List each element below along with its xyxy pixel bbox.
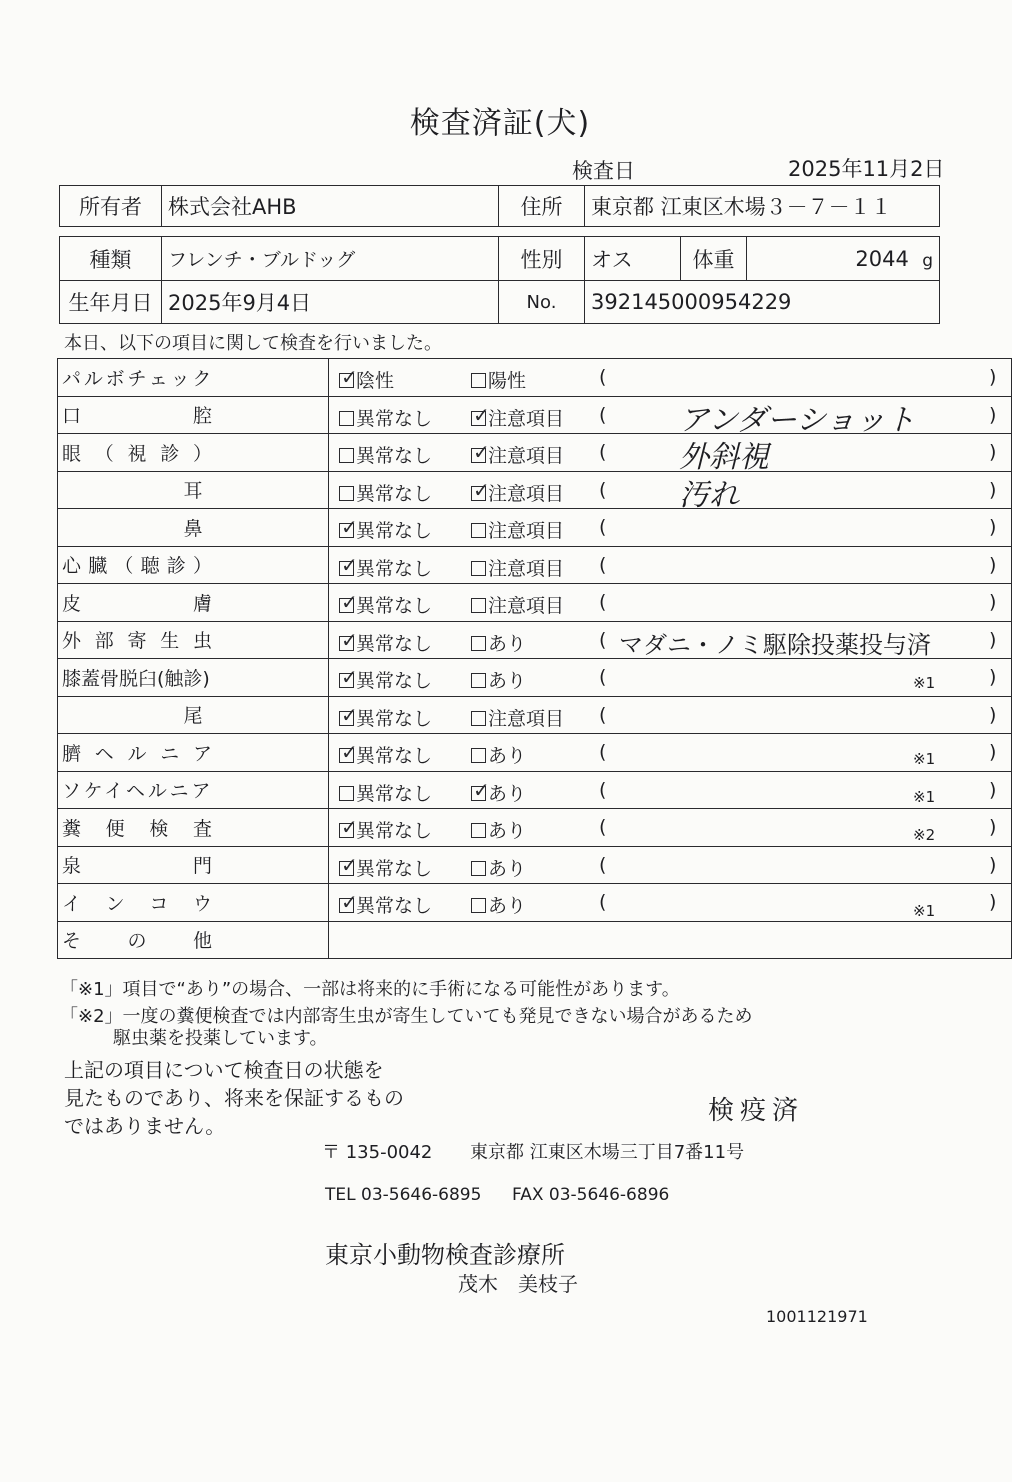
checkbox-option-label: 注意項目: [488, 520, 565, 543]
checkbox-option-label: 注意項目: [488, 407, 565, 430]
open-paren: (: [599, 891, 607, 914]
checkbox-option-label: 注意項目: [488, 445, 565, 468]
checkbox-option[interactable]: [471, 816, 526, 843]
checked-box-icon[interactable]: [339, 815, 358, 840]
address-value: 東京都 江東区木場３－７－１１: [585, 186, 940, 227]
checklist-item-label: パルボチェック: [62, 367, 215, 390]
checked-box-icon[interactable]: [339, 702, 358, 727]
close-paren: ): [989, 591, 997, 614]
checkbox-option-label: 異常なし: [356, 520, 433, 543]
check-mark-icon: ✓: [473, 477, 490, 502]
check-mark-icon: ✓: [473, 440, 490, 465]
checklist-row: [58, 509, 1012, 547]
checkbox-option-label: 異常なし: [356, 557, 433, 580]
open-paren: (: [599, 516, 607, 539]
checklist-result-cell: [329, 846, 1012, 884]
checkbox-option[interactable]: [471, 704, 564, 731]
checkbox-option[interactable]: [339, 554, 432, 581]
close-paren: ): [989, 853, 997, 876]
check-mark-icon: ✓: [341, 740, 358, 765]
disclaimer-line: ではありません。: [64, 1114, 226, 1138]
checkbox-option[interactable]: [339, 404, 432, 431]
checkbox-option-label: 異常なし: [356, 895, 433, 918]
checkbox-option[interactable]: [339, 779, 432, 806]
checkbox-option-label: 異常なし: [356, 595, 433, 618]
checklist-result-cell: [329, 546, 1012, 584]
checklist-result-cell: [329, 696, 1012, 734]
footnote-1: 「※1」項目で“あり”の場合、一部は将来的に手術になる可能性があります。: [60, 979, 680, 1000]
checkbox-option-label: あり: [488, 745, 527, 768]
weight-value: 2044: [855, 246, 909, 271]
checkbox-option[interactable]: [471, 741, 526, 768]
checklist-item-label: 耳: [183, 480, 203, 503]
clinic-fax: FAX 03-5646-6896: [512, 1185, 670, 1205]
checklist-row: [58, 734, 1012, 772]
checkbox-option-label: 異常なし: [356, 782, 433, 805]
checklist-table: [57, 358, 1012, 959]
checkbox-option-label: あり: [488, 895, 527, 918]
checkbox-option-label: 異常なし: [356, 482, 433, 505]
checkbox-option-label: あり: [488, 632, 527, 655]
clinic-tel: TEL 03-5646-6895: [325, 1185, 482, 1205]
checklist-result-cell: [329, 396, 1012, 434]
breed-label: 種類: [60, 237, 162, 281]
no-label: No.: [499, 281, 585, 324]
checklist-item-cell: [58, 359, 329, 397]
empty-box-icon[interactable]: [339, 486, 354, 501]
weight-label: 体重: [681, 237, 747, 281]
checklist-result-cell: [329, 584, 1012, 622]
checkbox-option[interactable]: [471, 666, 526, 693]
handwritten-remark: アンダーショット: [679, 402, 916, 434]
handwritten-remark: 汚れ: [679, 477, 740, 509]
checked-box-icon[interactable]: [339, 740, 358, 765]
empty-box-icon[interactable]: [471, 861, 486, 876]
check-mark-icon: ✓: [341, 365, 358, 390]
open-paren: (: [599, 441, 607, 464]
checkbox-option-label: あり: [488, 857, 527, 880]
close-paren: ): [989, 403, 997, 426]
footnote-2: 「※2」一度の糞便検査では内部寄生虫が寄生していても発見できない場合があるため: [60, 1006, 753, 1027]
clinic-name: 東京小動物検査診療所: [325, 1241, 565, 1269]
check-mark-icon: ✓: [341, 665, 358, 690]
empty-box-icon[interactable]: [471, 711, 486, 726]
sex-value: オス: [585, 237, 681, 281]
checklist-item-label: 心臓（聴診）: [62, 555, 220, 578]
checkbox-option[interactable]: [339, 741, 432, 768]
checkbox-option[interactable]: [471, 591, 564, 618]
open-paren: (: [599, 778, 607, 801]
check-mark-icon: ✓: [341, 590, 358, 615]
disclaimer-line: 上記の項目について検査日の状態を: [64, 1058, 384, 1082]
checklist-row: [58, 471, 1012, 509]
close-paren: ): [989, 778, 997, 801]
close-paren: ): [989, 628, 997, 651]
empty-box-icon[interactable]: [471, 561, 486, 576]
no-value: 392145000954229: [585, 281, 940, 324]
checklist-item-cell: [58, 884, 329, 922]
checklist-result-cell: [329, 359, 1012, 397]
checklist-row: [58, 884, 1012, 922]
checklist-item-label: 膝蓋骨脱臼(触診): [62, 667, 210, 690]
checklist-row: [58, 584, 1012, 622]
sex-label: 性別: [499, 237, 585, 281]
checklist-item-cell: [58, 846, 329, 884]
weight-cell: [747, 237, 940, 281]
checkbox-option[interactable]: [339, 704, 432, 731]
checkbox-option-label: 異常なし: [356, 445, 433, 468]
handwritten-remark: 外斜視: [679, 440, 770, 471]
empty-box-icon[interactable]: [471, 523, 486, 538]
checkbox-option[interactable]: [339, 854, 432, 881]
empty-box-icon[interactable]: [339, 411, 354, 426]
checklist-item-cell: [58, 659, 329, 697]
close-paren: ): [989, 516, 997, 539]
checklist-row: [58, 434, 1012, 472]
checklist-result-cell: [329, 659, 1012, 697]
checkbox-option-label: 異常なし: [356, 707, 433, 730]
open-paren: (: [599, 478, 607, 501]
checked-box-icon[interactable]: [471, 777, 490, 802]
open-paren: (: [599, 366, 607, 389]
remark-text: マダニ・ノミ駆除投薬投与済: [619, 630, 932, 659]
checklist-item-label: 皮膚: [62, 592, 325, 615]
checkbox-option[interactable]: [471, 554, 564, 581]
close-paren: ): [989, 891, 997, 914]
check-mark-icon: ✓: [341, 815, 358, 840]
checked-box-icon[interactable]: [339, 552, 358, 577]
checkbox-option-label: 異常なし: [356, 820, 433, 843]
checklist-row: [58, 921, 1012, 959]
checklist-row: [58, 396, 1012, 434]
checked-box-icon[interactable]: [339, 590, 358, 615]
checklist-item-cell: [58, 434, 329, 472]
footnote-marker: ※1: [913, 750, 936, 768]
checklist-result-cell: [329, 734, 1012, 772]
quarantine-stamp: 検疫済: [708, 1096, 805, 1126]
checklist-item-label: 外部寄生虫: [62, 630, 226, 653]
checklist-item-label: 尾: [183, 705, 203, 728]
checklist-result-cell: [329, 809, 1012, 847]
checkbox-option[interactable]: [471, 441, 564, 468]
empty-box-icon[interactable]: [471, 598, 486, 613]
check-mark-icon: ✓: [341, 515, 358, 540]
check-mark-icon: ✓: [341, 552, 358, 577]
checked-box-icon[interactable]: [339, 365, 358, 390]
checkbox-option-label: 注意項目: [488, 557, 565, 580]
checkbox-option[interactable]: [471, 629, 526, 656]
checklist-row: [58, 621, 1012, 659]
checkbox-option[interactable]: [471, 366, 526, 393]
checklist-row: [58, 809, 1012, 847]
checklist-item-cell: [58, 771, 329, 809]
footnote-marker: ※1: [913, 902, 936, 921]
checkbox-option[interactable]: [339, 666, 432, 693]
checklist-result-cell: [329, 509, 1012, 547]
checked-box-icon[interactable]: [471, 440, 490, 465]
birth-label: 生年月日: [60, 281, 162, 324]
footnote-marker: ※2: [913, 826, 936, 845]
checklist-item-label: その他: [62, 930, 259, 953]
check-mark-icon: ✓: [341, 890, 358, 915]
empty-box-icon[interactable]: [471, 636, 486, 651]
checklist-item-label: ソケイヘルニア: [62, 780, 214, 803]
checklist-row: [58, 696, 1012, 734]
doctor-name: 茂木 美枝子: [458, 1272, 578, 1296]
owner-table: [59, 185, 940, 227]
open-paren: (: [599, 403, 607, 426]
empty-box-icon[interactable]: [471, 748, 486, 763]
checkbox-option-label: 注意項目: [488, 595, 565, 618]
owner-value: 株式会社AHB: [162, 186, 499, 227]
owner-label: 所有者: [60, 186, 162, 227]
checklist-result-cell: [329, 621, 1012, 659]
checklist-row: [58, 846, 1012, 884]
weight-unit: g: [922, 250, 933, 271]
checkbox-option-label: 異常なし: [356, 670, 433, 693]
checkbox-option-label: 陰性: [356, 370, 395, 393]
close-paren: ): [989, 666, 997, 689]
checklist-item-cell: [58, 696, 329, 734]
open-paren: (: [599, 553, 607, 576]
open-paren: (: [599, 666, 607, 689]
checklist-result-cell: [329, 771, 1012, 809]
exam-date: 2025年11月2日: [788, 157, 945, 181]
document-number: 1001121971: [766, 1307, 868, 1326]
checkbox-option-label: 異常なし: [356, 632, 433, 655]
checkbox-option-label: あり: [488, 820, 527, 843]
checklist-item-label: 臍ヘルニア: [62, 742, 226, 765]
checkbox-option[interactable]: [339, 366, 394, 393]
check-mark-icon: ✓: [341, 852, 358, 877]
open-paren: (: [599, 853, 607, 876]
checked-box-icon[interactable]: [339, 852, 358, 877]
checkbox-option[interactable]: [339, 479, 432, 506]
clinic-address: 東京都 江東区木場三丁目7番11号: [470, 1142, 745, 1163]
disclaimer: [64, 1056, 404, 1140]
checklist-item-label: 口腔: [62, 405, 325, 428]
checklist-item-label: 眼（視診）: [62, 442, 226, 465]
checkbox-option-label: 陽性: [488, 370, 527, 393]
checkbox-option-label: 注意項目: [488, 482, 565, 505]
checked-box-icon[interactable]: [339, 627, 358, 652]
checklist-item-label: 鼻: [183, 517, 203, 540]
checked-box-icon[interactable]: [339, 890, 358, 915]
checklist-result-cell: [329, 884, 1012, 922]
open-paren: (: [599, 741, 607, 764]
checkbox-option[interactable]: [339, 441, 432, 468]
checkbox-option-label: あり: [488, 670, 527, 693]
empty-box-icon[interactable]: [339, 448, 354, 463]
checkbox-option[interactable]: [339, 629, 432, 656]
close-paren: ): [989, 553, 997, 576]
checkbox-option[interactable]: [339, 591, 432, 618]
exam-date-label: 検査日: [572, 159, 635, 183]
checklist-item-label: インコウ: [62, 892, 237, 915]
postal-code: 〒 135-0042: [322, 1142, 433, 1163]
checklist-item-cell: [58, 809, 329, 847]
close-paren: ): [989, 478, 997, 501]
animal-table: [59, 236, 940, 324]
checklist-item-label: 泉門: [62, 855, 325, 878]
footnote-2-continued: 駆虫薬を投薬しています。: [113, 1028, 328, 1049]
checklist-row: [58, 771, 1012, 809]
close-paren: ): [989, 741, 997, 764]
check-mark-icon: ✓: [341, 702, 358, 727]
checklist-item-label: 糞便検査: [62, 817, 237, 840]
close-paren: ): [989, 441, 997, 464]
open-paren: (: [599, 591, 607, 614]
checkbox-option[interactable]: [471, 854, 526, 881]
intro-text: 本日、以下の項目に関して検査を行いました。: [64, 333, 442, 354]
footnote-marker: ※1: [913, 788, 936, 807]
checklist-row: [58, 359, 1012, 397]
open-paren: (: [599, 628, 607, 651]
open-paren: (: [599, 816, 607, 839]
empty-box-icon[interactable]: [339, 786, 354, 801]
checklist-item-cell: [58, 921, 329, 959]
checkbox-option[interactable]: [471, 516, 564, 543]
checkbox-option[interactable]: [471, 891, 526, 918]
checklist-item-cell: [58, 584, 329, 622]
document-title: 検査済証(犬): [409, 106, 591, 141]
checklist-item-cell: [58, 734, 329, 772]
checklist-item-cell: [58, 546, 329, 584]
checklist-item-cell: [58, 396, 329, 434]
disclaimer-line: 見たものであり、将来を保証するもの: [64, 1086, 404, 1110]
checkbox-option[interactable]: [471, 404, 564, 431]
checkbox-option-label: 異常なし: [356, 407, 433, 430]
checkbox-option[interactable]: [339, 516, 432, 543]
checklist-item-cell: [58, 509, 329, 547]
close-paren: ): [989, 816, 997, 839]
close-paren: ): [989, 366, 997, 389]
check-mark-icon: ✓: [341, 627, 358, 652]
checkbox-option-label: 注意項目: [488, 707, 565, 730]
checked-box-icon[interactable]: [339, 515, 358, 540]
checked-box-icon[interactable]: [471, 402, 490, 427]
checkbox-option[interactable]: [339, 816, 432, 843]
checklist-item-cell: [58, 471, 329, 509]
empty-box-icon[interactable]: [471, 898, 486, 913]
checklist-result-cell: [329, 921, 1012, 959]
birth-value: 2025年9月4日: [162, 281, 499, 324]
check-mark-icon: ✓: [473, 402, 490, 427]
breed-value: フレンチ・ブルドッグ: [162, 237, 499, 281]
checklist-row: [58, 546, 1012, 584]
checklist-item-cell: [58, 621, 329, 659]
checked-box-icon[interactable]: [471, 477, 490, 502]
checklist-result-cell: [329, 434, 1012, 472]
check-mark-icon: ✓: [473, 777, 490, 802]
empty-box-icon[interactable]: [471, 823, 486, 838]
checklist-result-cell: [329, 471, 1012, 509]
checklist-row: [58, 659, 1012, 697]
close-paren: ): [989, 703, 997, 726]
footnote-marker: ※1: [913, 673, 936, 692]
empty-box-icon[interactable]: [471, 373, 486, 388]
checkbox-option[interactable]: [471, 479, 564, 506]
checkbox-option-label: あり: [488, 782, 527, 805]
open-paren: (: [599, 703, 607, 726]
address-label: 住所: [499, 186, 585, 227]
checked-box-icon[interactable]: [339, 665, 358, 690]
checkbox-option-label: 異常なし: [356, 857, 433, 880]
checkbox-option[interactable]: [471, 779, 526, 806]
checkbox-option[interactable]: [339, 891, 432, 918]
checkbox-option-label: 異常なし: [356, 745, 433, 768]
empty-box-icon[interactable]: [471, 673, 486, 688]
